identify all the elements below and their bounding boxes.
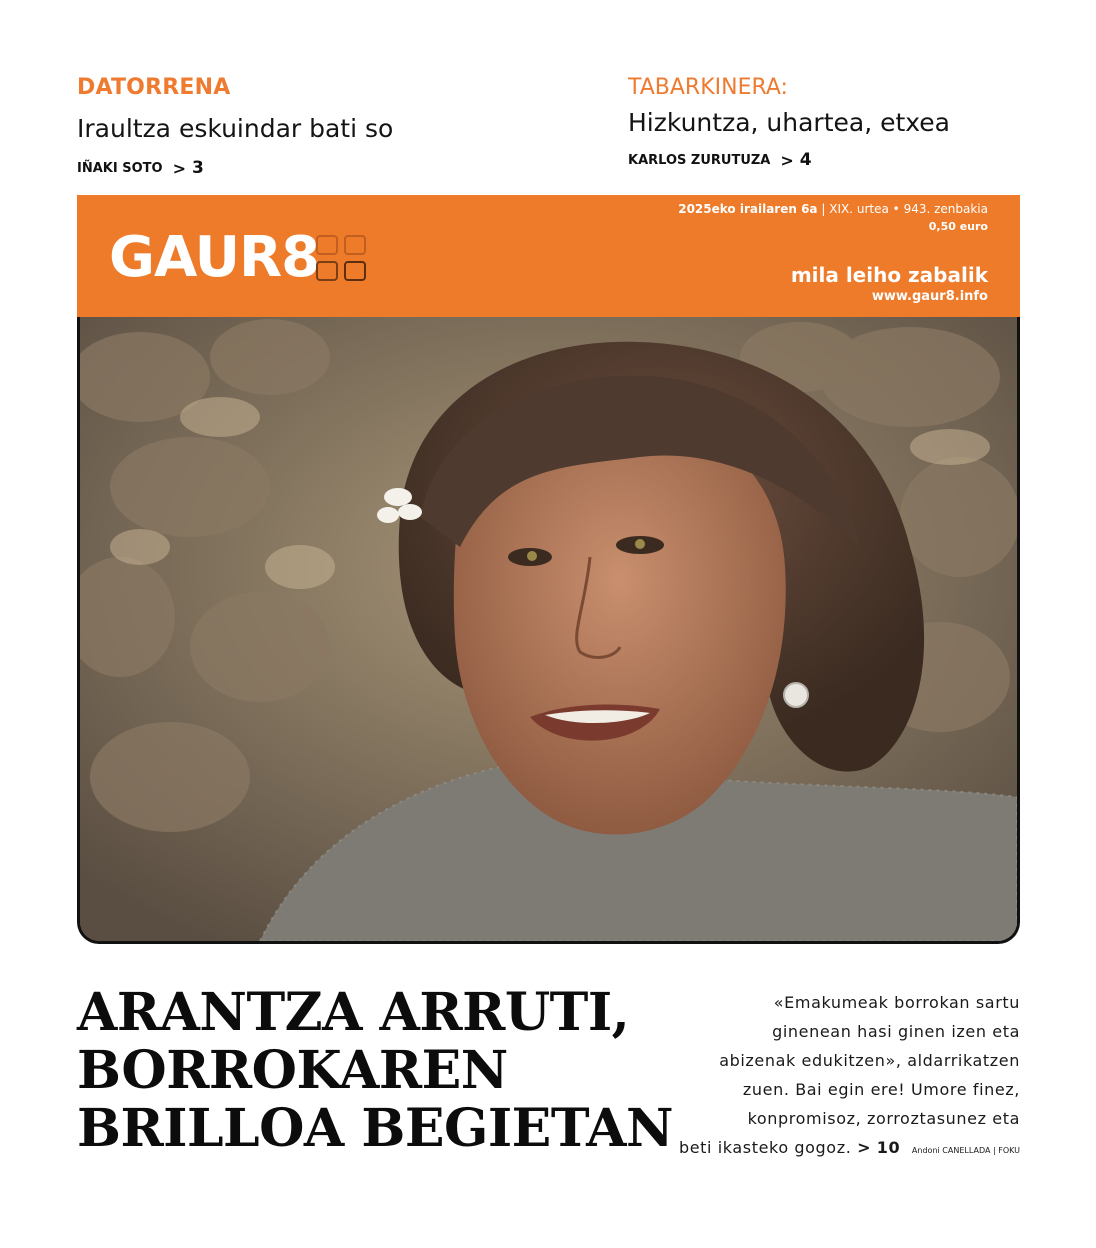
teaser-byline [77,158,557,178]
teaser-page-number: 3 [191,158,204,178]
page-arrow-icon: > [857,1138,872,1157]
cover-quote [640,988,1020,1165]
quote-page-number[interactable]: 10 [876,1138,901,1157]
quote-line: beti ikasteko gogoz. [678,1138,852,1157]
separator: | [821,202,826,216]
issue-date: 2025eko irailaren 6a [678,202,818,216]
teaser-kicker: TABARKINERA: [628,75,788,100]
headline-line: ARANTZA ARRUTI, [77,982,630,1043]
teaser-author: KARLOS ZURUTUZA [628,152,771,168]
issue-year: XIX. urtea [829,202,889,216]
issue-price: 0,50 euro [928,220,988,233]
issue-number: 943. zenbakia [903,202,988,216]
teaser-title[interactable]: Iraultza eskuindar bati so [77,114,394,143]
teaser-author: IÑAKI SOTO [77,160,163,176]
main-headline[interactable] [77,982,674,1159]
teaser-kicker: DATORRENA [77,75,231,100]
cover-photo [77,317,1020,944]
teaser-tabarkinera[interactable] [628,74,1028,170]
portrait-illustration [80,317,1017,941]
bullet: • [892,202,900,216]
quote-line: ginenean hasi ginen izen eta [772,1022,1020,1041]
quote-line: konpromisoz, zorroztasunez eta [747,1109,1020,1128]
quote-line: abizenak edukitzen», aldarrikatzen [719,1051,1020,1070]
logo-grid-icon [316,235,370,285]
teaser-page-number: 4 [799,150,812,170]
quote-line: zuen. Bai egin ere! Umore finez, [742,1080,1020,1099]
teaser-title[interactable]: Hizkuntza, uhartea, etxea [628,108,950,137]
headline-line: BRILLOA BEGIETAN [77,1098,674,1159]
teaser-datorrena[interactable] [77,74,557,178]
photo-credit: Andoni CANELLADA | FOKU [911,1146,1020,1155]
masthead [77,195,1020,317]
quote-line: «Emakumeak borrokan sartu [773,993,1020,1012]
slogan: mila leiho zabalik [790,263,988,287]
gaur8-logo[interactable]: GAUR8 [109,225,320,290]
issue-info [678,201,988,235]
page-arrow-icon: > [172,158,186,178]
site-link[interactable]: www.gaur8.info [871,289,988,304]
teaser-byline [628,150,1028,170]
page-arrow-icon: > [780,150,794,170]
headline-line: BORROKAREN [77,1040,508,1101]
